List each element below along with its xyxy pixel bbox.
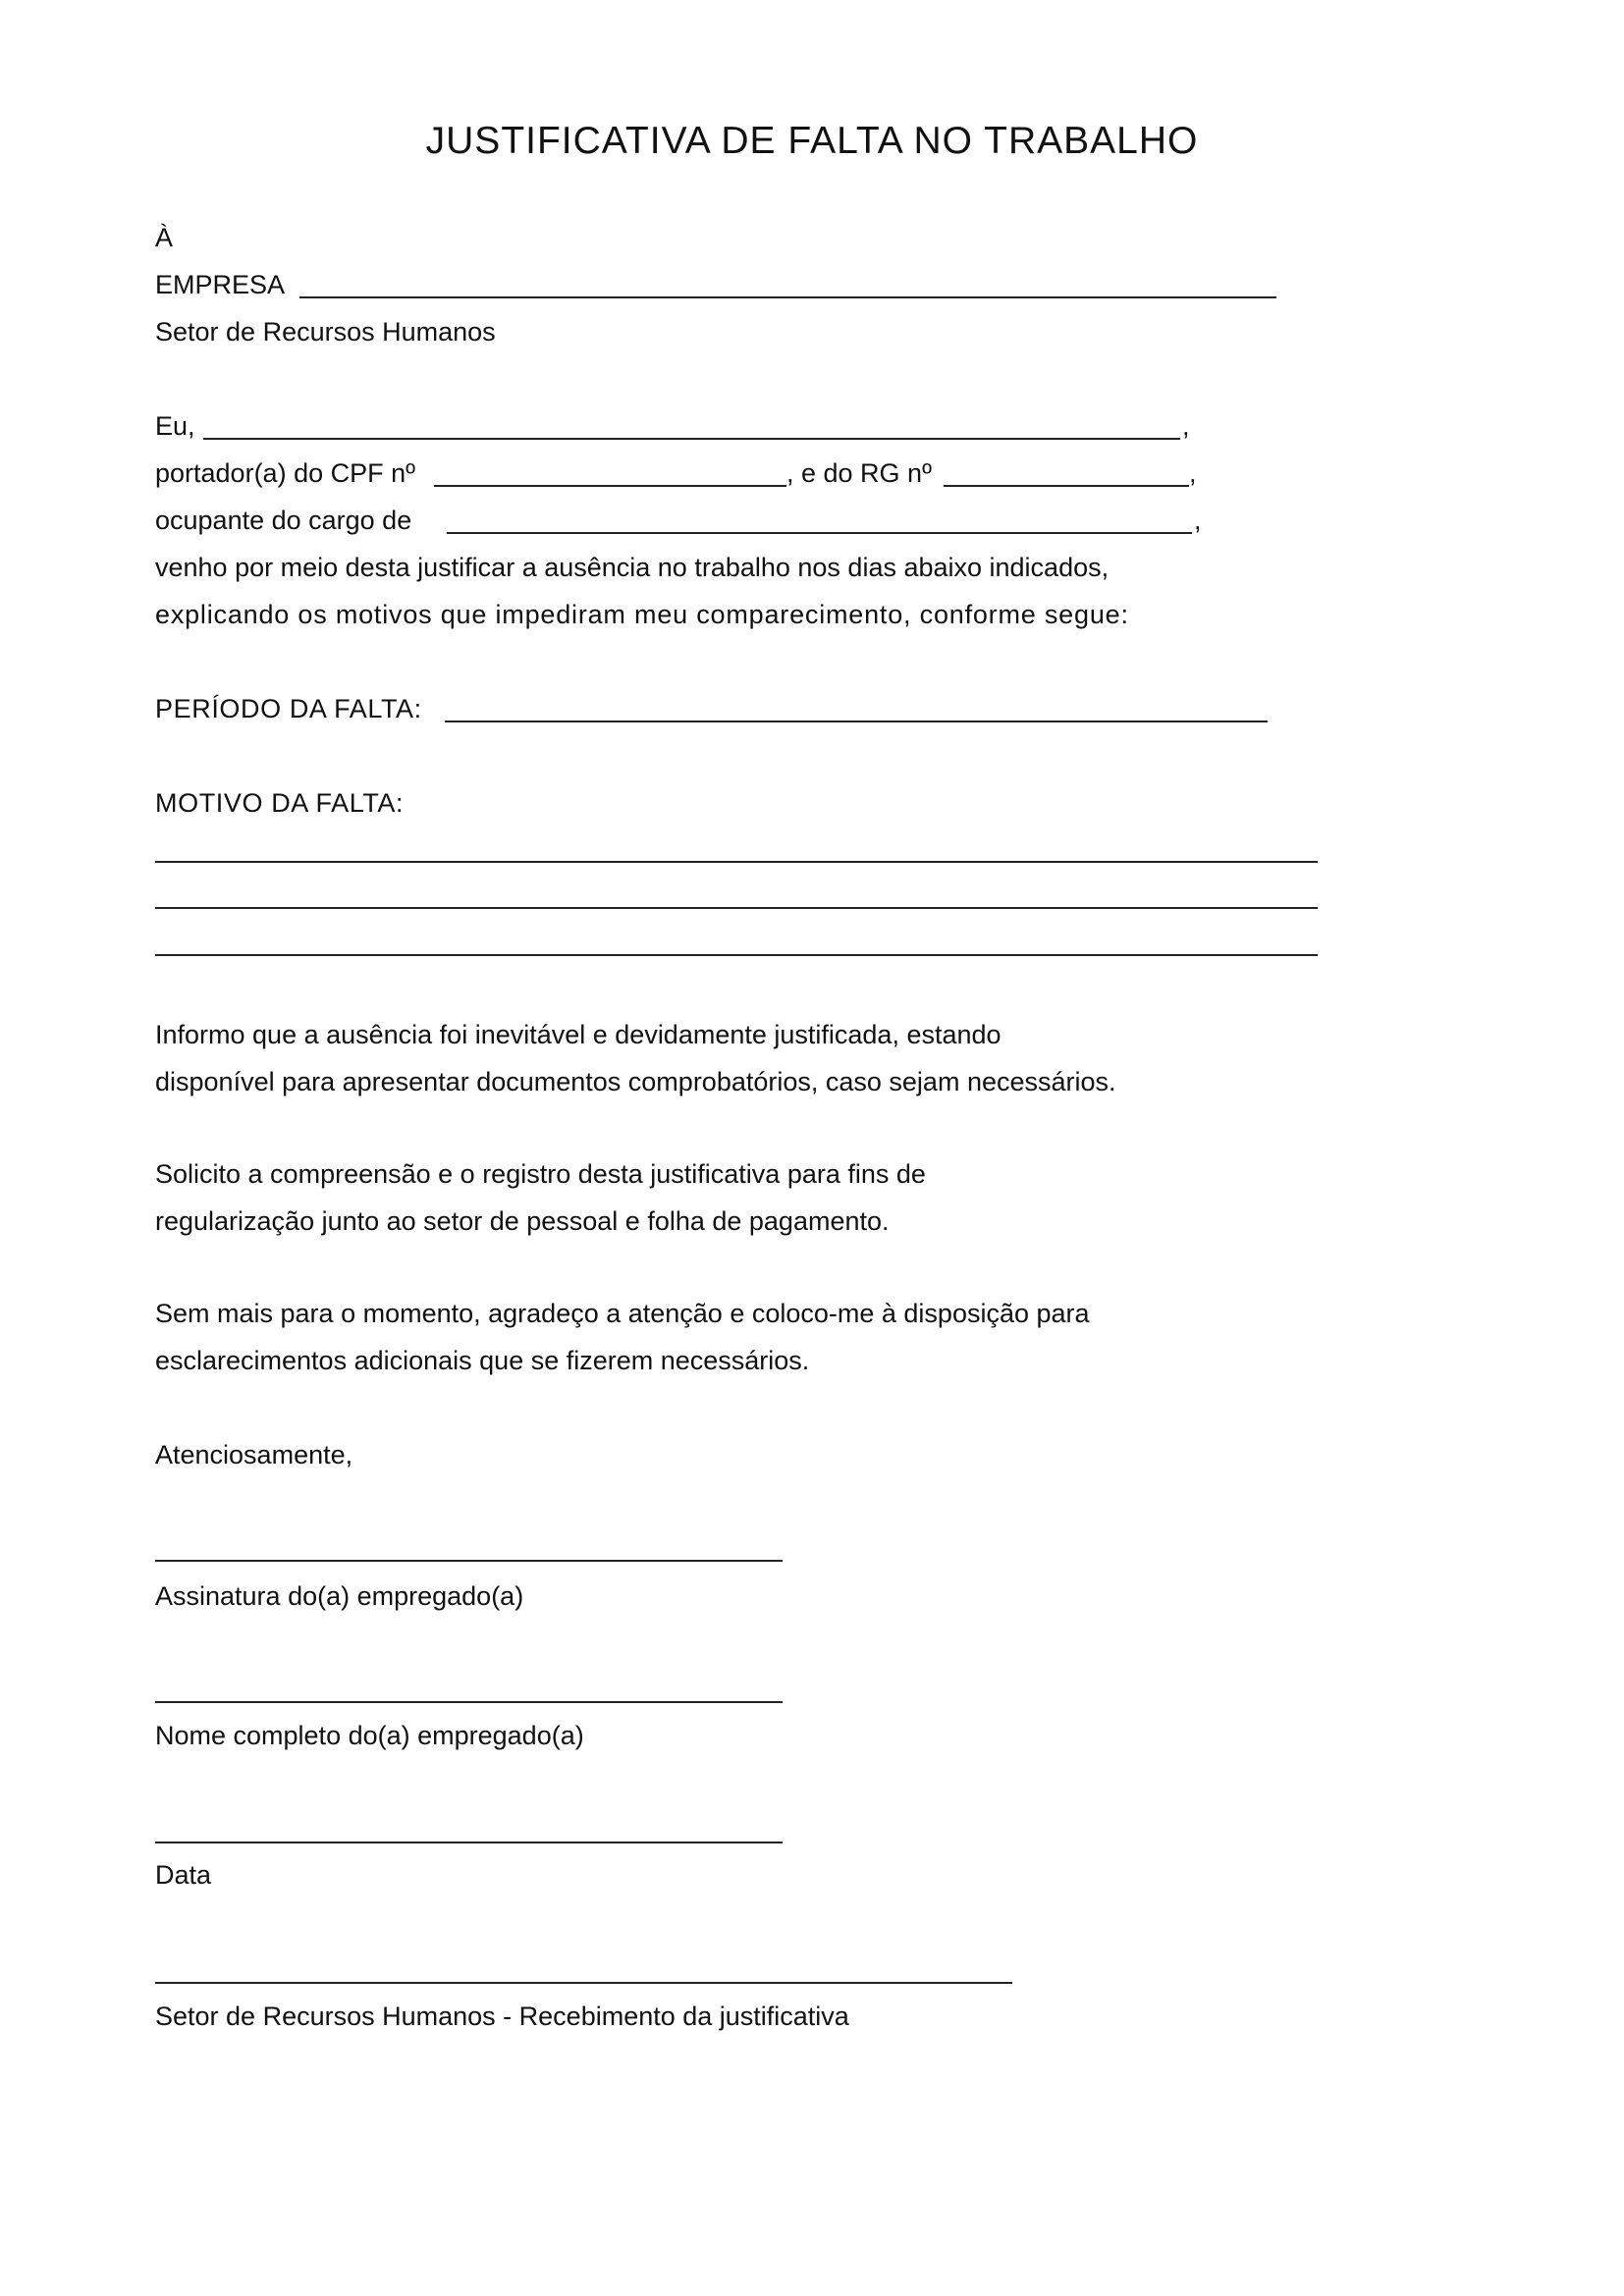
eu-comma: , <box>1182 411 1190 441</box>
cpf-label: portador(a) do CPF nº <box>155 458 415 488</box>
name-field-line <box>203 438 1180 440</box>
motivo-field-line-3 <box>155 954 1318 956</box>
date-label: Data <box>155 1860 212 1890</box>
employee-name-line <box>155 1701 783 1703</box>
document-title: JUSTIFICATIVA DE FALTA NO TRABALHO <box>425 120 1199 162</box>
paragraph-2-line-1: Solicito a compreensão e o registro desta justificativa para fins de <box>155 1159 926 1189</box>
paragraph-1-line-1: Informo que a ausência foi inevitável e devidamente justificada, estando <box>155 1020 1001 1049</box>
motivo-label: MOTIVO DA FALTA: <box>155 788 405 818</box>
recipient-to: À <box>155 223 174 252</box>
employee-signature-label: Assinatura do(a) empregado(a) <box>155 1581 524 1611</box>
paragraph-2-line-2: regularização junto ao setor de pessoal e folha de pagamento. <box>155 1206 890 1236</box>
cargo-field-line <box>447 532 1192 534</box>
company-field-line <box>299 296 1276 298</box>
employee-signature-line <box>155 1560 783 1562</box>
cpf-field-line <box>434 485 786 487</box>
recipient-department: Setor de Recursos Humanos <box>155 317 496 347</box>
rg-field-line <box>944 485 1189 487</box>
company-label: EMPRESA <box>155 270 286 299</box>
cargo-comma: , <box>1194 506 1202 535</box>
rg-label: , e do RG nº <box>786 458 932 488</box>
cargo-label: ocupante do cargo de <box>155 506 412 535</box>
paragraph-3-line-1: Sem mais para o momento, agradeço a atenção e coloco-me à disposição para <box>155 1299 1090 1328</box>
motivo-field-line-1 <box>155 861 1318 863</box>
closing: Atenciosamente, <box>155 1440 353 1469</box>
periodo-field-line <box>445 721 1268 722</box>
eu-label: Eu, <box>155 411 195 441</box>
paragraph-1-line-2: disponível para apresentar documentos comprobatórios, caso sejam necessários. <box>155 1067 1116 1096</box>
declaration-line-2: explicando os motivos que impediram meu comparecimento, conforme segue: <box>155 600 1129 629</box>
paragraph-3-line-2: esclarecimentos adicionais que se fizerem necessários. <box>155 1346 810 1375</box>
declaration-line-1: venho por meio desta justificar a ausência no trabalho nos dias abaixo indicados, <box>155 553 1110 582</box>
employee-name-label: Nome completo do(a) empregado(a) <box>155 1721 584 1750</box>
motivo-field-line-2 <box>155 907 1318 909</box>
periodo-label: PERÍODO DA FALTA: <box>155 694 422 723</box>
hr-receipt-line <box>155 1982 1012 1984</box>
hr-receipt-label: Setor de Recursos Humanos - Recebimento da justificativa <box>155 2002 849 2031</box>
rg-comma: , <box>1189 458 1197 488</box>
date-line <box>155 1842 783 1843</box>
